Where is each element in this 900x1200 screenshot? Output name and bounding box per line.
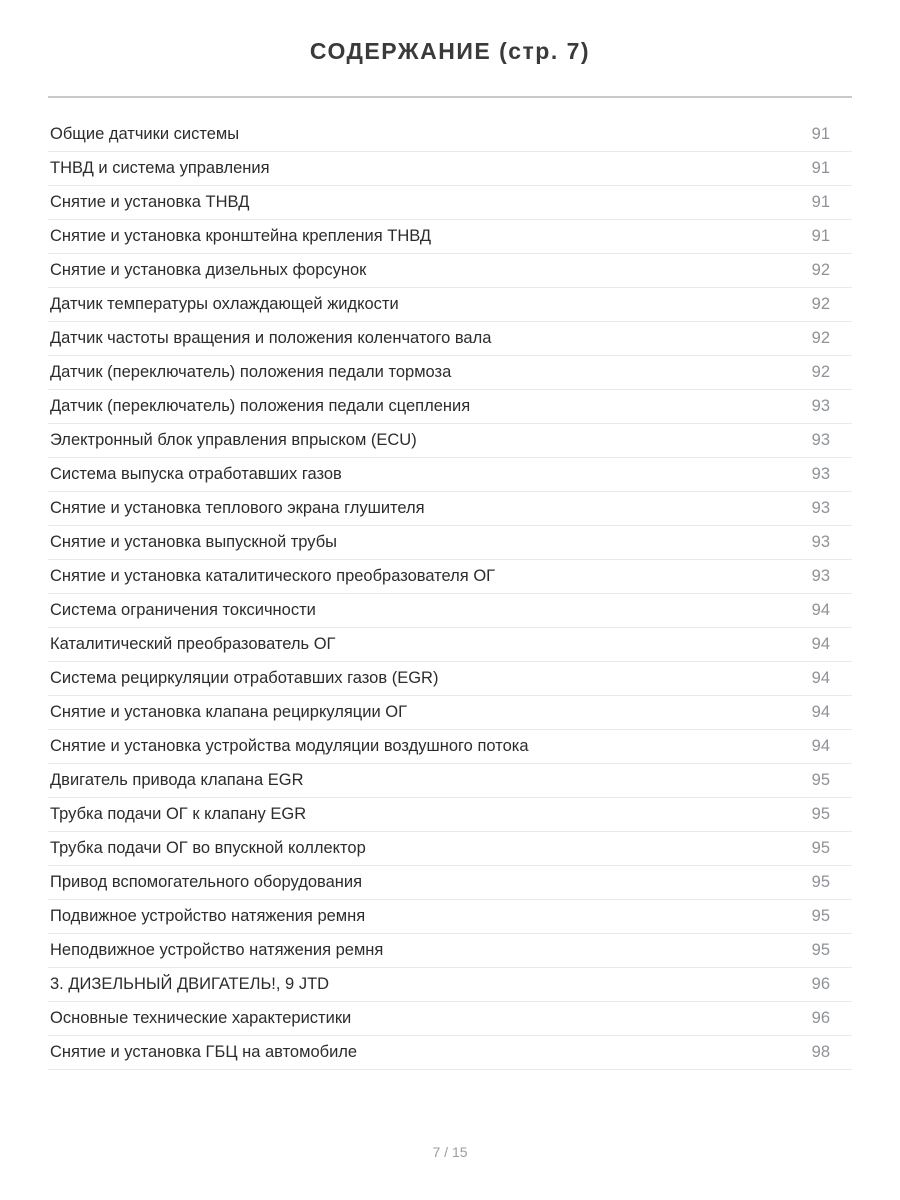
toc-entry-label: Снятие и установка каталитического преобразователя ОГ	[50, 567, 496, 585]
toc-entry[interactable]	[48, 186, 852, 220]
toc-entry[interactable]	[48, 458, 852, 492]
toc-entry-page-number: 91	[811, 227, 830, 245]
toc-entry[interactable]	[48, 152, 852, 186]
toc-entry[interactable]	[48, 628, 852, 662]
toc-entry-label: Основные технические характеристики	[50, 1009, 352, 1027]
toc-entry[interactable]	[48, 730, 852, 764]
toc-entry[interactable]	[48, 322, 852, 356]
toc-entry[interactable]	[48, 764, 852, 798]
page-indicator: 7 / 15	[432, 1144, 468, 1160]
toc-entry-page-number: 94	[811, 703, 830, 721]
toc-entry-page-number: 93	[811, 533, 830, 551]
toc-entry-page-number: 93	[811, 465, 830, 483]
toc-entry-page-number: 94	[811, 669, 830, 687]
toc-entry[interactable]	[48, 288, 852, 322]
toc-entry-page-number: 95	[811, 941, 830, 959]
toc-entry[interactable]	[48, 560, 852, 594]
toc-entry[interactable]	[48, 254, 852, 288]
toc-entry-label: Система ограничения токсичности	[50, 601, 316, 619]
toc-entry-label: Неподвижное устройство натяжения ремня	[50, 941, 384, 959]
toc-entry-page-number: 93	[811, 567, 830, 585]
toc-entry-page-number: 92	[811, 295, 830, 313]
toc-entry-label: Датчик температуры охлаждающей жидкости	[50, 295, 399, 313]
toc-entry-page-number: 95	[811, 805, 830, 823]
toc-entry-label: Снятие и установка дизельных форсунок	[50, 261, 367, 279]
toc-entry[interactable]	[48, 356, 852, 390]
toc-entry-page-number: 95	[811, 873, 830, 891]
toc-entry-label: Электронный блок управления впрыском (ECU)	[50, 431, 417, 449]
toc-list	[48, 118, 852, 1070]
toc-entry-page-number: 95	[811, 907, 830, 925]
page-title: СОДЕРЖАНИЕ (стр. 7)	[309, 38, 591, 64]
toc-entry-label: Датчик (переключатель) положения педали сцепления	[50, 397, 471, 415]
toc-entry[interactable]	[48, 798, 852, 832]
toc-entry-page-number: 92	[811, 363, 830, 381]
toc-entry[interactable]	[48, 424, 852, 458]
toc-entry-label: Снятие и установка теплового экрана глушителя	[50, 499, 425, 517]
toc-entry-label: Каталитический преобразователь ОГ	[50, 635, 336, 653]
toc-entry-page-number: 96	[811, 975, 830, 993]
toc-entry-page-number: 95	[811, 839, 830, 857]
toc-entry[interactable]	[48, 526, 852, 560]
toc-entry-label: Датчик (переключатель) положения педали тормоза	[50, 363, 452, 381]
toc-entry-label: Датчик частоты вращения и положения коленчатого вала	[50, 329, 492, 347]
toc-entry-page-number: 91	[811, 159, 830, 177]
toc-entry[interactable]	[48, 1002, 852, 1036]
toc-entry-label: 3. ДИЗЕЛЬНЫЙ ДВИГАТЕЛЬ!, 9 JTD	[50, 975, 330, 993]
toc-entry-page-number: 98	[811, 1043, 830, 1061]
toc-entry[interactable]	[48, 934, 852, 968]
header-divider	[48, 96, 852, 98]
toc-entry[interactable]	[48, 594, 852, 628]
toc-entry-label: Снятие и установка ТНВД	[50, 193, 250, 211]
toc-entry-label: Снятие и установка клапана рециркуляции ОГ	[50, 703, 408, 721]
toc-entry-page-number: 95	[811, 771, 830, 789]
toc-entry[interactable]	[48, 866, 852, 900]
toc-entry-label: Подвижное устройство натяжения ремня	[50, 907, 366, 925]
toc-entry[interactable]	[48, 220, 852, 254]
toc-entry-label: Трубка подачи ОГ к клапану EGR	[50, 805, 307, 823]
toc-entry[interactable]	[48, 1036, 852, 1070]
toc-entry[interactable]	[48, 662, 852, 696]
toc-entry-label: ТНВД и система управления	[50, 159, 270, 177]
toc-entry-page-number: 92	[811, 261, 830, 279]
toc-entry-label: Двигатель привода клапана EGR	[50, 771, 304, 789]
toc-entry-page-number: 94	[811, 601, 830, 619]
toc-entry[interactable]	[48, 900, 852, 934]
toc-entry-page-number: 93	[811, 431, 830, 449]
toc-entry-page-number: 94	[811, 737, 830, 755]
toc-entry-page-number: 93	[811, 397, 830, 415]
toc-entry-page-number: 93	[811, 499, 830, 517]
toc-entry-page-number: 91	[811, 125, 830, 143]
toc-entry[interactable]	[48, 968, 852, 1002]
toc-entry-page-number: 91	[811, 193, 830, 211]
toc-entry-label: Трубка подачи ОГ во впускной коллектор	[50, 839, 366, 857]
toc-entry-label: Общие датчики системы	[50, 125, 240, 143]
toc-entry[interactable]	[48, 832, 852, 866]
toc-entry-label: Снятие и установка кронштейна крепления ТНВД	[50, 227, 432, 245]
toc-entry-page-number: 96	[811, 1009, 830, 1027]
toc-entry-label: Снятие и установка ГБЦ на автомобиле	[50, 1043, 358, 1061]
toc-entry[interactable]	[48, 118, 852, 152]
toc-entry-page-number: 92	[811, 329, 830, 347]
toc-entry-label: Привод вспомогательного оборудования	[50, 873, 363, 891]
toc-entry-label: Снятие и установка устройства модуляции воздушного потока	[50, 737, 529, 755]
toc-entry[interactable]	[48, 696, 852, 730]
toc-entry[interactable]	[48, 492, 852, 526]
toc-entry[interactable]	[48, 390, 852, 424]
toc-entry-label: Система рециркуляции отработавших газов (EGR)	[50, 669, 439, 687]
toc-entry-label: Система выпуска отработавших газов	[50, 465, 342, 483]
toc-entry-label: Снятие и установка выпускной трубы	[50, 533, 338, 551]
toc-entry-page-number: 94	[811, 635, 830, 653]
